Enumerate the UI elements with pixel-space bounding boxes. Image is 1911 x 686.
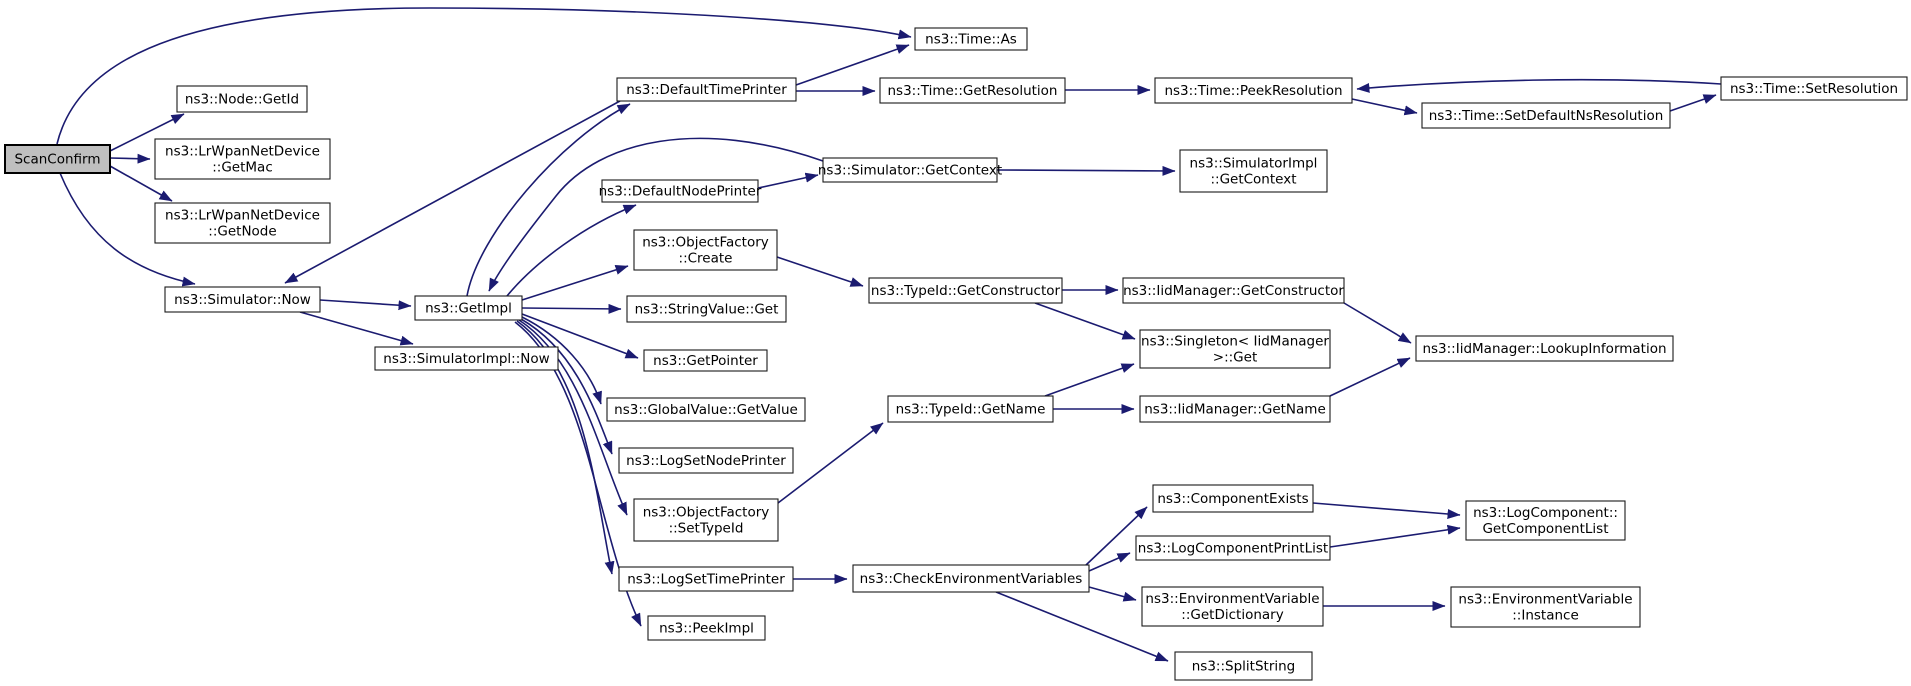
svg-text:ns3::GetImpl: ns3::GetImpl [425,300,512,317]
svg-text:ns3::LogSetNodePrinter: ns3::LogSetNodePrinter [626,453,786,469]
node-ns3-getimpl[interactable] [415,296,522,320]
svg-text:ns3::Time::SetDefaultNsResolut: ns3::Time::SetDefaultNsResolution [1428,108,1664,124]
svg-text:ns3::GlobalValue::GetValue: ns3::GlobalValue::GetValue [614,402,798,418]
svg-text:ns3::SimulatorImpl::GetContext: ns3::SimulatorImpl ::GetContext [1189,155,1318,188]
edge-scanconfirm-to-time-as [57,8,911,144]
edge-logcomponentprintlist-to-logcomponent-getcomponentlist [1330,528,1460,547]
node-ns3-node-getid[interactable] [177,86,307,112]
node-ns3-stringvalue-get[interactable] [627,296,786,322]
edge-time-peekresolution-to-time-setdefaultnsresolution [1352,99,1417,113]
edge-componentexists-to-logcomponent-getcomponentlist [1313,503,1460,515]
node-ns3-getpointer[interactable] [644,350,767,371]
node-ns3-time-setresolution[interactable] [1721,77,1907,100]
edge-checkenvironmentvariables-to-environmentvariable-getdictionary [1089,587,1136,600]
svg-text:ns3::LrWpanNetDevice::GetNode: ns3::LrWpanNetDevice ::GetNode [165,207,320,240]
node-ns3-defaulttimeprinter[interactable] [617,78,796,101]
node-ns3-splitstring[interactable] [1175,652,1312,680]
node-ns3-simulatorimpl-getcontext[interactable] [1180,150,1327,192]
svg-text:ns3::ComponentExists: ns3::ComponentExists [1157,491,1309,507]
svg-text:ns3::IidManager::LookupInforma: ns3::IidManager::LookupInformation [1422,341,1667,357]
node-ns3-iidmanager-getname[interactable] [1140,396,1330,422]
node-ns3-typeid-getname[interactable] [888,396,1053,422]
node-ns3-logcomponentprintlist[interactable] [1136,536,1330,560]
node-ns3-singleton-iidmanager-get[interactable] [1140,330,1330,368]
node-ns3-defaultnodeprinter[interactable] [599,180,762,202]
node-ns3-peekimpl[interactable] [648,616,765,640]
svg-text:ns3::PeekImpl: ns3::PeekImpl [659,620,754,637]
node-ns3-time-getresolution[interactable] [880,78,1065,103]
svg-text:ns3::ObjectFactory::SetTypeId: ns3::ObjectFactory ::SetTypeId [642,504,770,537]
svg-text:ns3::LogComponent::GetComponen: ns3::LogComponent:: GetComponentList [1473,505,1618,537]
node-ns3-globalvalue-getvalue[interactable] [607,398,805,421]
svg-text:ns3::DefaultTimePrinter: ns3::DefaultTimePrinter [626,82,787,98]
node-ns3-logsettimeprinter[interactable] [619,567,793,591]
edge-default-time-printer-to-simulator-now [285,101,620,283]
svg-text:ns3::StringValue::Get: ns3::StringValue::Get [634,301,779,318]
node-ns3-iidmanager-getconstructor[interactable] [1123,278,1344,303]
svg-text:ns3::SplitString: ns3::SplitString [1191,658,1296,675]
svg-text:ns3::Time::GetResolution: ns3::Time::GetResolution [887,83,1058,99]
svg-text:ns3::Time::SetResolution: ns3::Time::SetResolution [1729,81,1899,97]
svg-text:ns3::CheckEnvironmentVariables: ns3::CheckEnvironmentVariables [859,571,1083,587]
svg-text:ns3::IidManager::GetName: ns3::IidManager::GetName [1144,401,1326,418]
edge-time-setresolution-to-time-peekresolution [1357,80,1721,89]
node-ns3-logsetnodeprinter[interactable] [619,448,793,473]
edge-getimpl-to-stringvalue-get [522,308,621,309]
node-ns3-simulatorimpl-now[interactable] [375,347,558,370]
node-ns3-objectfactory-create[interactable] [634,230,777,270]
svg-text:ns3::LogSetTimePrinter: ns3::LogSetTimePrinter [627,571,785,588]
svg-text:ns3::ObjectFactory::Create: ns3::ObjectFactory ::Create [642,234,769,267]
edge-getimpl-to-default-node-printer [507,205,636,296]
edge-iidmanager-getconstructor-to-iidmanager-lookupinformation [1344,303,1411,343]
node-ns3-simulator-now[interactable] [165,287,320,312]
svg-text:ns3::Node::GetId: ns3::Node::GetId [184,91,300,108]
node-ns3-objectfactory-settypeid[interactable] [634,499,778,541]
svg-text:ns3::IidManager::GetConstructo: ns3::IidManager::GetConstructor [1123,283,1344,299]
node-ns3-typeid-getconstructor[interactable] [869,278,1062,303]
svg-text:ns3::Time::PeekResolution: ns3::Time::PeekResolution [1164,83,1343,99]
svg-text:ns3::Singleton< IidManager>::G: ns3::Singleton< IidManager >::Get [1141,333,1329,366]
svg-text:ScanConfirm: ScanConfirm [14,151,101,168]
edge-objectfactory-create-to-typeid-getconstructor [777,257,863,286]
edge-simulator-now-to-simulatorimpl-now [300,312,413,344]
node-layer [5,28,1907,680]
edge-iidmanager-getname-to-iidmanager-lookupinformation [1330,358,1410,396]
edge-getimpl-to-objectfactory-create [522,266,628,300]
node-ns3-simulator-getcontext[interactable] [818,158,1002,182]
svg-text:ns3::LogComponentPrintList: ns3::LogComponentPrintList [1137,540,1329,557]
node-ns3-componentexists[interactable] [1153,485,1313,512]
node-ns3-time-setdefaultnsresolution[interactable] [1422,103,1670,128]
edge-time-setdefaultnsresolution-to-time-setresolution [1670,95,1716,111]
edge-scanconfirm-to-lrwpan-getmac [110,158,150,159]
node-ns3-lrwpannetdevice-getnode[interactable] [155,203,330,243]
svg-text:ns3::TypeId::GetName: ns3::TypeId::GetName [895,401,1046,418]
node-ns3-environmentvariable-getdictionary[interactable] [1142,587,1323,626]
edge-typeid-getname-to-singleton-iidmanager-get [1045,364,1134,396]
svg-text:ns3::Simulator::GetContext: ns3::Simulator::GetContext [817,162,1003,179]
edge-objectfactory-settypeid-to-typeid-getname [778,423,883,503]
node-ns3-logcomponent-getcomponentlist[interactable] [1466,501,1625,540]
edge-default-node-printer-to-simulator-getcontext [758,175,818,188]
svg-text:ns3::Simulator::Now: ns3::Simulator::Now [174,292,311,308]
svg-text:ns3::EnvironmentVariable::Inst: ns3::EnvironmentVariable ::Instance [1458,591,1633,624]
svg-text:ns3::Time::As: ns3::Time::As [925,31,1017,48]
svg-text:ns3::DefaultNodePrinter: ns3::DefaultNodePrinter [598,183,762,200]
node-ns3-environmentvariable-instance[interactable] [1451,587,1640,627]
svg-text:ns3::EnvironmentVariable::GetD: ns3::EnvironmentVariable ::GetDictionary [1145,591,1320,623]
node-ns3-time-as[interactable] [915,28,1027,50]
svg-text:ns3::SimulatorImpl::Now: ns3::SimulatorImpl::Now [383,351,550,367]
node-ns3-checkenvironmentvariables[interactable] [853,565,1089,592]
svg-text:ns3::LrWpanNetDevice::GetMac: ns3::LrWpanNetDevice ::GetMac [165,143,320,176]
node-scanconfirm [5,145,110,173]
svg-text:ns3::GetPointer: ns3::GetPointer [653,353,758,369]
node-ns3-lrwpannetdevice-getmac[interactable] [155,139,330,179]
node-ns3-iidmanager-lookupinformation[interactable] [1416,336,1673,361]
node-ns3-time-peekresolution[interactable] [1155,78,1352,103]
edge-typeid-getconstructor-to-singleton-iidmanager-get [1035,303,1135,339]
edge-simulator-now-to-getimpl [320,300,411,306]
svg-text:ns3::TypeId::GetConstructor: ns3::TypeId::GetConstructor [870,283,1061,299]
edge-simulator-getcontext-to-simulatorimpl-getcontext [997,170,1175,171]
